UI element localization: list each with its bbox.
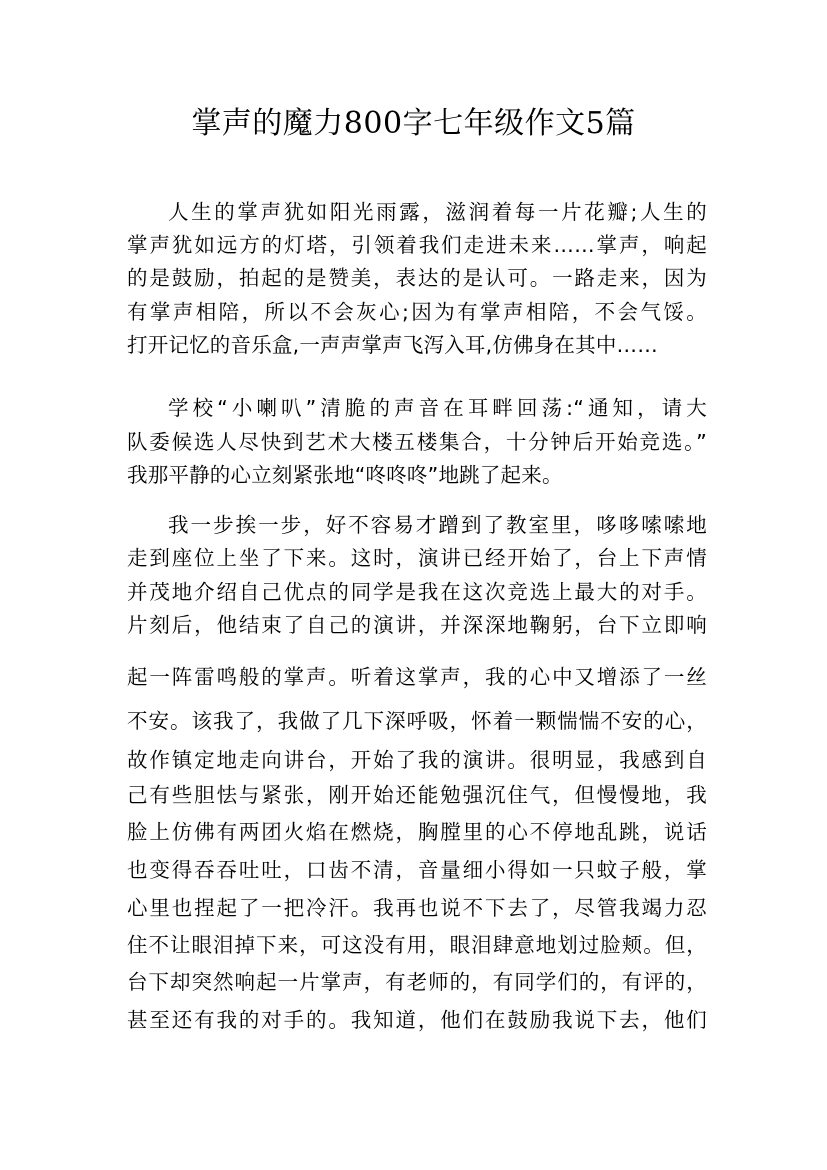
- paragraph-3-line-7: 故作镇定地走向讲台，开始了我的演讲。很明显，我感到自: [127, 748, 707, 772]
- paragraph-3-line-2: 走到座位上坐了下来。这时，演讲已经开始了，台上下声情: [127, 546, 707, 570]
- paragraph-3-line-3: 并茂地介绍自己优点的同学是我在这次竞选上最大的对手。: [127, 580, 707, 604]
- paragraph-1-line-3: 的是鼓励，拍起的是赞美，表达的是认可。一路走来，因为: [127, 266, 707, 290]
- paragraph-2-line-3: 我那平静的心立刻紧张地“咚咚咚”地跳了起来。: [127, 463, 563, 487]
- paragraph-3-line-9: 脸上仿佛有两团火焰在燃烧，胸膛里的心不停地乱跳，说话: [127, 820, 707, 844]
- document-title: 掌声的魔力800字七年级作文5篇: [191, 106, 636, 141]
- paragraph-1-line-5: 打开记忆的音乐盒,一声声掌声飞泻入耳,仿佛身在其中……: [127, 333, 658, 357]
- paragraph-3-line-6: 不安。该我了，我做了几下深呼吸，怀着一颗惴惴不安的心，: [127, 709, 707, 733]
- paragraph-3-line-4: 片刻后，他结束了自己的演讲，并深深地鞠躬，台下立即响: [127, 613, 707, 637]
- paragraph-3-line-14: 甚至还有我的对手的。我知道，他们在鼓励我说下去，他们: [127, 1008, 707, 1032]
- paragraph-3-line-11: 心里也捏起了一把冷汗。我再也说不下去了，尽管我竭力忍: [127, 896, 707, 920]
- paragraph-3-line-8: 己有些胆怯与紧张，刚开始还能勉强沉住气，但慢慢地，我: [127, 783, 707, 807]
- paragraph-3-line-10: 也变得吞吞吐吐，口齿不清，音量细小得如一只蚊子般，掌: [127, 858, 707, 882]
- paragraph-3-line-1: 我一步挨一步，好不容易才蹭到了教室里，哆哆嗦嗦地: [168, 513, 707, 537]
- paragraph-1-line-1: 人生的掌声犹如阳光雨露，滋润着每一片花瓣;人生的: [168, 200, 707, 224]
- paragraph-2-line-1: 学校“小喇叭”清脆的声音在耳畔回荡:“通知，请大: [168, 396, 707, 420]
- paragraph-3-line-12: 住不让眼泪掉下来，可这没有用，眼泪肆意地划过脸颊。但，: [127, 933, 707, 957]
- paragraph-3-line-5: 起一阵雷鸣般的掌声。听着这掌声，我的心中又增添了一丝: [127, 665, 707, 689]
- paragraph-3-line-13: 台下却突然响起一片掌声，有老师的，有同学们的，有评的，: [127, 970, 707, 994]
- paragraph-1-line-2: 掌声犹如远方的灯塔，引领着我们走进未来……掌声，响起: [127, 233, 707, 257]
- paragraph-2-line-2: 队委候选人尽快到艺术大楼五楼集合，十分钟后开始竞选。”: [127, 430, 707, 454]
- paragraph-1-line-4: 有掌声相陪，所以不会灰心;因为有掌声相陪，不会气馁。: [127, 300, 707, 324]
